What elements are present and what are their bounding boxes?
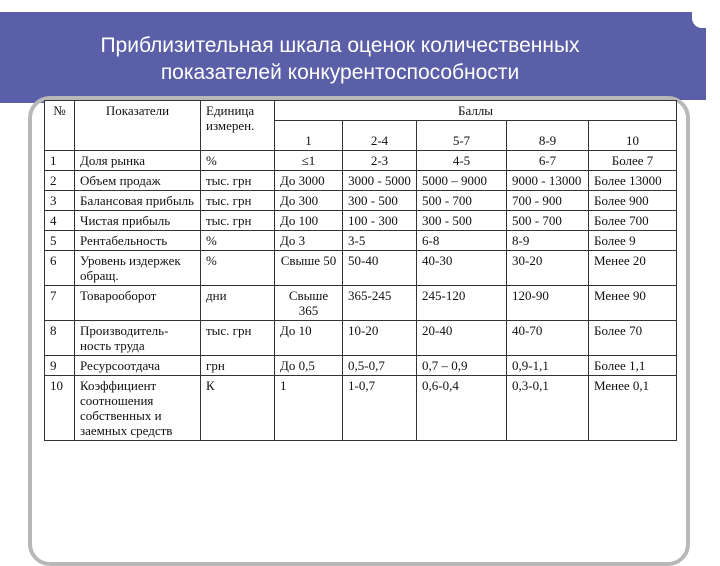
unit-cell: % <box>201 151 275 171</box>
scores-table <box>44 100 677 441</box>
score-cell: 365-245 <box>343 286 417 321</box>
row-number: 2 <box>45 171 75 191</box>
header-score: 8-9 <box>507 121 589 151</box>
indicator-name: Товарооборот <box>75 286 201 321</box>
unit-cell: тыс. грн <box>201 171 275 191</box>
unit-cell: тыс. грн <box>201 191 275 211</box>
score-cell: 0,6-0,4 <box>417 376 507 441</box>
score-cell: 0,7 – 0,9 <box>417 356 507 376</box>
score-cell: 700 - 900 <box>507 191 589 211</box>
score-cell: Более 900 <box>589 191 677 211</box>
score-cell: До 100 <box>275 211 343 231</box>
indicator-name: Коэффициент соотношения собственных и заемных средств <box>75 376 201 441</box>
header-score: 10 <box>589 121 677 151</box>
score-cell: 40-30 <box>417 251 507 286</box>
table-row <box>45 231 677 251</box>
indicator-name: Чистая прибыль <box>75 211 201 231</box>
row-number: 3 <box>45 191 75 211</box>
score-cell: 500 - 700 <box>507 211 589 231</box>
indicator-name: Балансовая прибыль <box>75 191 201 211</box>
score-cell: Более 7 <box>589 151 677 171</box>
header-unit: Единица измерен. <box>201 101 275 151</box>
page-title <box>0 32 680 86</box>
row-number: 10 <box>45 376 75 441</box>
header-points: Баллы <box>275 101 677 121</box>
score-cell: 4-5 <box>417 151 507 171</box>
score-cell: 5000 – 9000 <box>417 171 507 191</box>
score-cell: Более 700 <box>589 211 677 231</box>
table-row <box>45 151 677 171</box>
indicator-name: Рентабельность <box>75 231 201 251</box>
unit-cell: тыс. грн <box>201 321 275 356</box>
score-cell: 9000 - 13000 <box>507 171 589 191</box>
unit-cell: % <box>201 251 275 286</box>
score-cell: Более 13000 <box>589 171 677 191</box>
unit-cell: тыс. грн <box>201 211 275 231</box>
score-cell: 1-0,7 <box>343 376 417 441</box>
header-score: 1 <box>275 121 343 151</box>
table-row <box>45 251 677 286</box>
score-cell: 0,9-1,1 <box>507 356 589 376</box>
score-cell: 50-40 <box>343 251 417 286</box>
score-cell: 30-20 <box>507 251 589 286</box>
row-number: 8 <box>45 321 75 356</box>
table-row <box>45 191 677 211</box>
title-banner <box>0 12 706 100</box>
score-cell: Более 1,1 <box>589 356 677 376</box>
indicator-name: Объем продаж <box>75 171 201 191</box>
indicator-name: Доля рынка <box>75 151 201 171</box>
score-cell: 20-40 <box>417 321 507 356</box>
score-cell: 100 - 300 <box>343 211 417 231</box>
header-indicator: Показатели <box>75 101 201 151</box>
row-number: 9 <box>45 356 75 376</box>
score-cell: Более 70 <box>589 321 677 356</box>
header-score: 2-4 <box>343 121 417 151</box>
row-number: 6 <box>45 251 75 286</box>
score-cell: 500 - 700 <box>417 191 507 211</box>
score-cell: До 0,5 <box>275 356 343 376</box>
score-cell: До 10 <box>275 321 343 356</box>
score-cell: 0,5-0,7 <box>343 356 417 376</box>
score-cell: 120-90 <box>507 286 589 321</box>
score-cell: 300 - 500 <box>343 191 417 211</box>
table-row <box>45 356 677 376</box>
table-row <box>45 376 677 441</box>
indicator-name: Ресурсоотдача <box>75 356 201 376</box>
score-cell: 6-8 <box>417 231 507 251</box>
score-cell: 3-5 <box>343 231 417 251</box>
score-cell: Свыше 50 <box>275 251 343 286</box>
score-cell: До 3 <box>275 231 343 251</box>
banner-notch <box>692 0 720 28</box>
score-cell: Свыше 365 <box>275 286 343 321</box>
title-line-1: Приблизительная шкала оценок количественных <box>100 34 580 57</box>
row-number: 7 <box>45 286 75 321</box>
score-cell: До 300 <box>275 191 343 211</box>
header-score: 5-7 <box>417 121 507 151</box>
score-cell: 300 - 500 <box>417 211 507 231</box>
table-row <box>45 211 677 231</box>
score-cell: Менее 0,1 <box>589 376 677 441</box>
indicator-name: Уровень издержек обращ. <box>75 251 201 286</box>
table-row <box>45 286 677 321</box>
unit-cell: % <box>201 231 275 251</box>
score-cell: 40-70 <box>507 321 589 356</box>
row-number: 5 <box>45 231 75 251</box>
unit-cell: К <box>201 376 275 441</box>
score-cell: 0,3-0,1 <box>507 376 589 441</box>
score-cell: Менее 20 <box>589 251 677 286</box>
score-cell: 8-9 <box>507 231 589 251</box>
score-cell: 10-20 <box>343 321 417 356</box>
score-cell: Более 9 <box>589 231 677 251</box>
score-cell: 6-7 <box>507 151 589 171</box>
score-cell: 2-3 <box>343 151 417 171</box>
score-cell: 3000 - 5000 <box>343 171 417 191</box>
score-cell: 1 <box>275 376 343 441</box>
header-num: № <box>45 101 75 151</box>
score-cell: Менее 90 <box>589 286 677 321</box>
row-number: 4 <box>45 211 75 231</box>
indicator-name: Производитель-ность труда <box>75 321 201 356</box>
title-line-2: показателей конкурентоспособности <box>160 61 520 84</box>
unit-cell: грн <box>201 356 275 376</box>
unit-cell: дни <box>201 286 275 321</box>
table-row <box>45 321 677 356</box>
table-row <box>45 171 677 191</box>
score-cell: До 3000 <box>275 171 343 191</box>
table-body <box>45 151 677 441</box>
row-number: 1 <box>45 151 75 171</box>
score-cell: ≤1 <box>275 151 343 171</box>
score-cell: 245-120 <box>417 286 507 321</box>
